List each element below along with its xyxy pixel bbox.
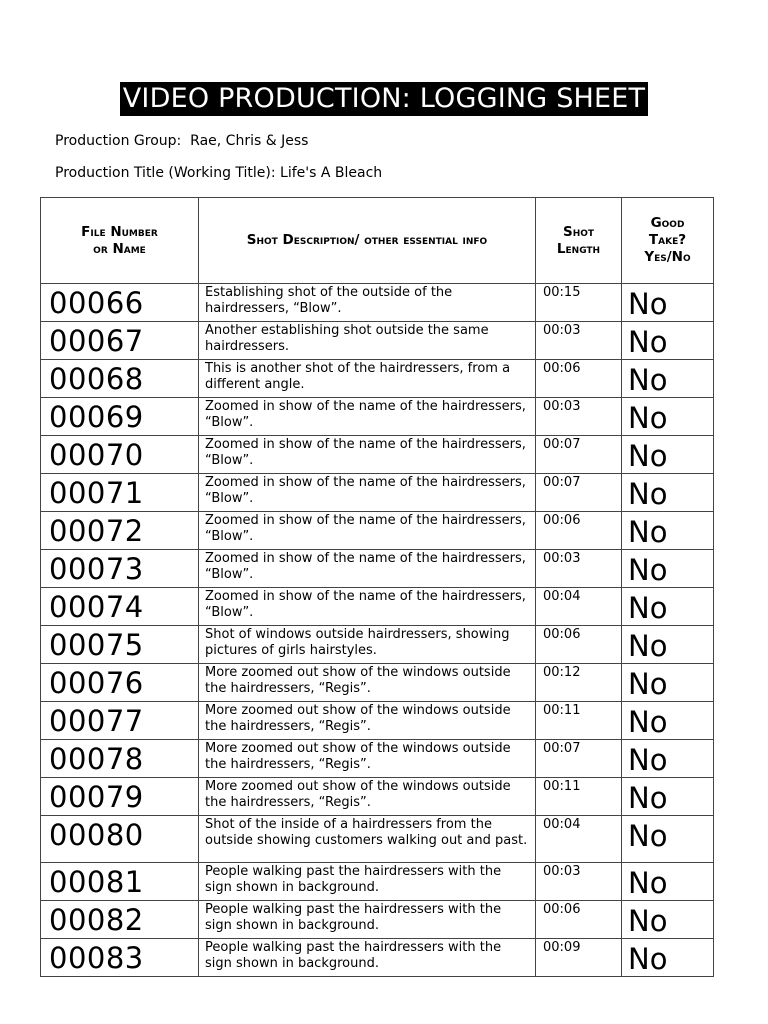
shot-length-cell-text: 00:04 bbox=[543, 589, 581, 604]
table-row bbox=[41, 588, 714, 626]
document-title: VIDEO PRODUCTION: LOGGING SHEET bbox=[120, 82, 649, 116]
file-number-cell bbox=[41, 398, 199, 436]
table-row bbox=[41, 398, 714, 436]
shot-length-cell-text: 00:11 bbox=[543, 703, 581, 718]
shot-length-cell bbox=[536, 901, 622, 939]
good-take-cell bbox=[622, 939, 714, 977]
shot-length-cell bbox=[536, 939, 622, 977]
shot-length-cell-text: 00:03 bbox=[543, 399, 581, 414]
shot-length-cell-text: 00:06 bbox=[543, 513, 581, 528]
shot-length-cell bbox=[536, 474, 622, 512]
good-take-cell bbox=[622, 360, 714, 398]
table-row bbox=[41, 664, 714, 702]
table-row bbox=[41, 322, 714, 360]
shot-length-cell bbox=[536, 778, 622, 816]
shot-description-cell-text: More zoomed out show of the windows outside the hairdressers, “Regis”. bbox=[205, 779, 511, 810]
shot-description-cell-text: Zoomed in show of the name of the hairdressers, “Blow”. bbox=[205, 589, 526, 620]
file-number-cell-text: 00074 bbox=[49, 590, 144, 624]
good-take-cell-text: No bbox=[628, 819, 668, 853]
shot-length-cell-text: 00:03 bbox=[543, 551, 581, 566]
file-number-cell bbox=[41, 901, 199, 939]
shot-description-cell-text: People walking past the hairdressers with the sign shown in background. bbox=[205, 864, 502, 895]
file-number-cell-text: 00083 bbox=[49, 941, 144, 975]
shot-description-cell bbox=[199, 398, 536, 436]
shot-description-cell-text: Zoomed in show of the name of the hairdressers, “Blow”. bbox=[205, 513, 526, 544]
shot-description-cell-text: More zoomed out show of the windows outside the hairdressers, “Regis”. bbox=[205, 703, 511, 734]
shot-length-cell-text: 00:12 bbox=[543, 665, 581, 680]
table-row bbox=[41, 778, 714, 816]
shot-length-cell-text: 00:03 bbox=[543, 864, 581, 879]
shot-description-cell bbox=[199, 816, 536, 863]
shot-length-cell-text: 00:07 bbox=[543, 741, 581, 756]
shot-length-cell bbox=[536, 626, 622, 664]
file-number-cell-text: 00069 bbox=[49, 400, 144, 434]
file-number-cell bbox=[41, 550, 199, 588]
shot-length-cell bbox=[536, 512, 622, 550]
file-number-cell bbox=[41, 740, 199, 778]
file-number-cell bbox=[41, 284, 199, 322]
shot-length-cell bbox=[536, 284, 622, 322]
header-desc-line-1: Shot Description/ other essential info bbox=[246, 232, 488, 248]
file-number-cell-text: 00070 bbox=[49, 438, 144, 472]
logging-table bbox=[40, 197, 714, 977]
file-number-cell-text: 00077 bbox=[49, 704, 144, 738]
header-shot-length bbox=[536, 198, 622, 284]
shot-description-cell bbox=[199, 740, 536, 778]
log-body bbox=[41, 284, 714, 977]
file-number-cell-text: 00081 bbox=[49, 865, 144, 899]
shot-length-cell bbox=[536, 664, 622, 702]
file-number-cell bbox=[41, 863, 199, 901]
shot-length-cell bbox=[536, 816, 622, 863]
shot-length-cell-text: 00:09 bbox=[543, 940, 581, 955]
good-take-cell bbox=[622, 702, 714, 740]
good-take-cell bbox=[622, 284, 714, 322]
file-number-cell bbox=[41, 702, 199, 740]
shot-length-cell bbox=[536, 436, 622, 474]
file-number-cell bbox=[41, 360, 199, 398]
good-take-cell bbox=[622, 664, 714, 702]
shot-description-cell-text: More zoomed out show of the windows outside the hairdressers, “Regis”. bbox=[205, 741, 511, 772]
table-row bbox=[41, 816, 714, 863]
production-title: Production Title (Working Title): Life's A Bleach bbox=[55, 165, 383, 181]
good-take-cell bbox=[622, 626, 714, 664]
file-number-cell bbox=[41, 778, 199, 816]
file-number-cell-text: 00068 bbox=[49, 362, 144, 396]
shot-length-cell bbox=[536, 702, 622, 740]
table-row bbox=[41, 436, 714, 474]
good-take-cell-text: No bbox=[628, 942, 668, 976]
good-take-cell-text: No bbox=[628, 287, 668, 321]
shot-description-cell bbox=[199, 284, 536, 322]
table-row bbox=[41, 360, 714, 398]
good-take-cell bbox=[622, 512, 714, 550]
file-number-cell-text: 00073 bbox=[49, 552, 144, 586]
good-take-cell bbox=[622, 740, 714, 778]
file-number-cell bbox=[41, 588, 199, 626]
title-wrap bbox=[0, 82, 768, 116]
shot-length-cell-text: 00:04 bbox=[543, 817, 581, 832]
file-number-cell-text: 00078 bbox=[49, 742, 144, 776]
shot-description-cell-text: More zoomed out show of the windows outside the hairdressers, “Regis”. bbox=[205, 665, 511, 696]
header-file-line-1: File Number bbox=[81, 223, 158, 240]
good-take-cell-text: No bbox=[628, 477, 668, 511]
table-row bbox=[41, 626, 714, 664]
good-take-cell bbox=[622, 901, 714, 939]
shot-description-cell-text: Zoomed in show of the name of the hairdressers, “Blow”. bbox=[205, 475, 526, 506]
good-take-cell-text: No bbox=[628, 515, 668, 549]
header-good-line-1: Good bbox=[650, 215, 685, 231]
header-len-line-1: Shot bbox=[562, 223, 595, 240]
file-number-cell bbox=[41, 939, 199, 977]
good-take-cell-text: No bbox=[628, 591, 668, 625]
shot-length-cell-text: 00:06 bbox=[543, 361, 581, 376]
shot-length-cell bbox=[536, 863, 622, 901]
good-take-cell bbox=[622, 436, 714, 474]
shot-length-cell bbox=[536, 588, 622, 626]
file-number-cell bbox=[41, 322, 199, 360]
header-good-line-3: Yes/No bbox=[644, 249, 691, 265]
shot-description-cell bbox=[199, 901, 536, 939]
good-take-cell bbox=[622, 398, 714, 436]
good-take-cell bbox=[622, 550, 714, 588]
file-number-cell-text: 00072 bbox=[49, 514, 144, 548]
shot-length-cell-text: 00:07 bbox=[543, 437, 581, 452]
shot-length-cell bbox=[536, 740, 622, 778]
production-group: Production Group: Rae, Chris & Jess bbox=[55, 133, 309, 149]
shot-length-cell-text: 00:11 bbox=[543, 779, 581, 794]
shot-description-cell-text: Zoomed in show of the name of the hairdressers, “Blow”. bbox=[205, 399, 526, 430]
file-number-cell-text: 00066 bbox=[49, 286, 144, 320]
shot-description-cell bbox=[199, 474, 536, 512]
good-take-cell bbox=[622, 816, 714, 863]
shot-length-cell-text: 00:06 bbox=[543, 627, 581, 642]
table-row bbox=[41, 512, 714, 550]
good-take-cell-text: No bbox=[628, 629, 668, 663]
good-take-cell-text: No bbox=[628, 705, 668, 739]
header-good-take bbox=[622, 198, 714, 284]
good-take-cell-text: No bbox=[628, 743, 668, 777]
shot-description-cell-text: People walking past the hairdressers with the sign shown in background. bbox=[205, 940, 502, 971]
header-shot-description bbox=[199, 198, 536, 284]
shot-description-cell-text: Establishing shot of the outside of the hairdressers, “Blow”. bbox=[205, 285, 453, 316]
shot-length-cell bbox=[536, 550, 622, 588]
shot-description-cell bbox=[199, 588, 536, 626]
good-take-cell bbox=[622, 863, 714, 901]
file-number-cell bbox=[41, 474, 199, 512]
file-number-cell-text: 00079 bbox=[49, 780, 144, 814]
good-take-cell-text: No bbox=[628, 667, 668, 701]
file-number-cell bbox=[41, 512, 199, 550]
shot-description-cell bbox=[199, 512, 536, 550]
shot-description-cell bbox=[199, 778, 536, 816]
shot-description-cell bbox=[199, 939, 536, 977]
shot-description-cell bbox=[199, 360, 536, 398]
shot-length-cell bbox=[536, 398, 622, 436]
good-take-cell-text: No bbox=[628, 363, 668, 397]
header-len-line-2: Length bbox=[556, 240, 601, 257]
shot-description-cell-text: People walking past the hairdressers with the sign shown in background. bbox=[205, 902, 502, 933]
shot-description-cell bbox=[199, 702, 536, 740]
good-take-cell bbox=[622, 588, 714, 626]
header-file-number bbox=[41, 198, 199, 284]
table-row bbox=[41, 740, 714, 778]
file-number-cell-text: 00076 bbox=[49, 666, 144, 700]
file-number-cell-text: 00075 bbox=[49, 628, 144, 662]
shot-description-cell-text: This is another shot of the hairdressers, from a different angle. bbox=[205, 361, 511, 392]
file-number-cell-text: 00071 bbox=[49, 476, 144, 510]
header-file-line-2: or Name bbox=[93, 240, 146, 257]
shot-length-cell-text: 00:03 bbox=[543, 323, 581, 338]
shot-description-cell-text: Shot of the inside of a hairdressers from the outside showing customers walking out and past. bbox=[205, 817, 528, 848]
file-number-cell-text: 00067 bbox=[49, 324, 144, 358]
table-row bbox=[41, 863, 714, 901]
file-number-cell bbox=[41, 436, 199, 474]
shot-description-cell bbox=[199, 626, 536, 664]
table-row bbox=[41, 702, 714, 740]
good-take-cell-text: No bbox=[628, 439, 668, 473]
table-row bbox=[41, 474, 714, 512]
header-row bbox=[41, 198, 714, 284]
shot-length-cell-text: 00:15 bbox=[543, 285, 581, 300]
shot-length-cell bbox=[536, 322, 622, 360]
shot-description-cell bbox=[199, 322, 536, 360]
shot-length-cell bbox=[536, 360, 622, 398]
good-take-cell-text: No bbox=[628, 401, 668, 435]
good-take-cell bbox=[622, 778, 714, 816]
header-good-line-2: Take? bbox=[648, 232, 687, 248]
good-take-cell-text: No bbox=[628, 866, 668, 900]
file-number-cell bbox=[41, 816, 199, 863]
shot-description-cell-text: Zoomed in show of the name of the hairdressers, “Blow”. bbox=[205, 551, 526, 582]
table-row bbox=[41, 284, 714, 322]
file-number-cell-text: 00082 bbox=[49, 903, 144, 937]
good-take-cell-text: No bbox=[628, 904, 668, 938]
shot-description-cell bbox=[199, 436, 536, 474]
shot-description-cell bbox=[199, 664, 536, 702]
table-row bbox=[41, 939, 714, 977]
good-take-cell bbox=[622, 322, 714, 360]
file-number-cell bbox=[41, 626, 199, 664]
shot-description-cell-text: Another establishing shot outside the same hairdressers. bbox=[205, 323, 489, 354]
shot-description-cell bbox=[199, 550, 536, 588]
table-row bbox=[41, 901, 714, 939]
shot-description-cell bbox=[199, 863, 536, 901]
shot-description-cell-text: Zoomed in show of the name of the hairdressers, “Blow”. bbox=[205, 437, 526, 468]
good-take-cell bbox=[622, 474, 714, 512]
good-take-cell-text: No bbox=[628, 553, 668, 587]
good-take-cell-text: No bbox=[628, 325, 668, 359]
shot-length-cell-text: 00:07 bbox=[543, 475, 581, 490]
shot-length-cell-text: 00:06 bbox=[543, 902, 581, 917]
table-row bbox=[41, 550, 714, 588]
file-number-cell-text: 00080 bbox=[49, 818, 144, 852]
shot-description-cell-text: Shot of windows outside hairdressers, showing pictures of girls hairstyles. bbox=[205, 627, 510, 658]
file-number-cell bbox=[41, 664, 199, 702]
good-take-cell-text: No bbox=[628, 781, 668, 815]
